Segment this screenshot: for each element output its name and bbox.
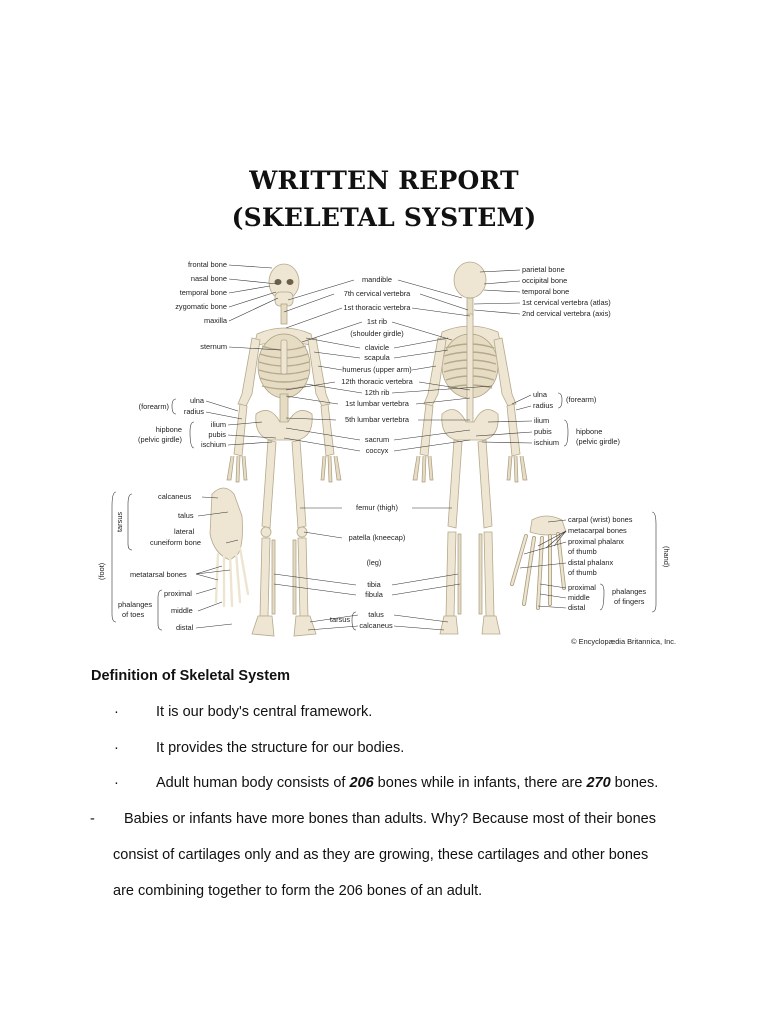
label-pelvic-girdle-back: (pelvic girdle) <box>576 437 620 446</box>
label-5th-lumbar-vertebra: 5th lumbar vertebra <box>344 415 410 424</box>
label-pubis-back: pubis <box>534 427 552 436</box>
label-pelvic-girdle: (pelvic girdle) <box>138 435 182 444</box>
label-patella: patella (kneecap) <box>348 533 406 542</box>
label-forearm-back: (forearm) <box>566 395 597 404</box>
bullet-dot: · <box>114 775 119 791</box>
back-skeleton-illustration <box>413 262 527 634</box>
paragraph-line: are combining together to form the 206 bones of an adult. <box>113 883 483 899</box>
bullet-text: It provides the structure for our bodies. <box>156 740 405 756</box>
label-proximal-toes: proximal <box>164 589 192 598</box>
bone-count-middle: bones while in infants, there are <box>373 775 587 791</box>
label-lateral: lateral <box>174 527 195 536</box>
label-radius-back: radius <box>533 401 554 410</box>
page-title-line-1: WRITTEN REPORT <box>249 166 519 195</box>
label-hipbone: hipbone <box>155 425 182 434</box>
label-of-thumb-1: of thumb <box>568 547 597 556</box>
label-ulna: ulna <box>190 396 204 405</box>
label-middle-toes: middle <box>171 606 193 615</box>
label-axis: 2nd cervical vertebra (axis) <box>522 309 611 318</box>
page-title-line-2: (SKELETAL SYSTEM) <box>231 203 537 232</box>
label-distal-fingers: distal <box>568 603 586 612</box>
label-ilium: ilium <box>210 420 226 429</box>
label-atlas: 1st cervical vertebra (atlas) <box>522 298 611 307</box>
label-12th-rib: 12th rib <box>364 388 390 397</box>
bullet-text: It is our body's central framework. <box>156 704 373 720</box>
label-sacrum: sacrum <box>364 435 390 444</box>
label-talus: talus <box>368 610 384 619</box>
bullet-item <box>0 704 768 724</box>
label-cuneiform-bone: cuneiform bone <box>150 538 201 547</box>
bullet-item <box>0 740 768 760</box>
label-ischium: ischium <box>200 440 226 449</box>
paragraph-dash: - <box>90 811 95 827</box>
label-hand: (hand) <box>662 546 671 568</box>
label-tarsus: tarsus <box>329 615 351 624</box>
label-shoulder-girdle: (shoulder girdle) <box>350 329 404 338</box>
infant-bone-count: 270 <box>586 775 611 791</box>
bullet-item <box>0 775 768 795</box>
label-temporal-bone-back: temporal bone <box>522 287 570 296</box>
label-phalanges-toes: phalanges <box>118 600 153 609</box>
label-of-fingers: of fingers <box>614 597 645 606</box>
label-talus-foot: talus <box>178 511 194 520</box>
label-leg: (leg) <box>366 558 382 567</box>
label-calcaneus-foot: calcaneus <box>158 492 192 501</box>
label-clavicle: clavicle <box>364 343 390 352</box>
right-labels <box>522 265 620 447</box>
paragraph-line: consist of cartilages only and as they are growing, these cartilages and other bones <box>113 847 649 863</box>
label-pubis: pubis <box>208 430 226 439</box>
left-labels <box>138 260 228 449</box>
label-coccyx: coccyx <box>365 446 389 455</box>
label-12th-thoracic-vertebra: 12th thoracic vertebra <box>341 377 413 386</box>
label-temporal-bone: temporal bone <box>179 288 227 297</box>
label-distal-phalanx: distal phalanx <box>568 558 614 567</box>
label-zygomatic-bone: zygomatic bone <box>175 302 227 311</box>
definition-heading: Definition of Skeletal System <box>91 668 291 684</box>
bone-count-before: Adult human body consists of <box>156 775 350 791</box>
label-parietal-bone: parietal bone <box>522 265 565 274</box>
hand-illustration <box>512 516 566 608</box>
label-1st-rib: 1st rib <box>366 317 388 326</box>
label-fibula: fibula <box>365 590 383 599</box>
label-maxilla: maxilla <box>204 316 227 325</box>
label-ulna-back: ulna <box>533 390 547 399</box>
label-foot: (foot) <box>97 562 106 580</box>
skeletal-system-figure <box>92 254 682 648</box>
label-proximal-phalanx: proximal phalanx <box>568 537 624 546</box>
bullet-text-bone-count <box>156 775 658 791</box>
label-calcaneus: calcaneus <box>359 621 393 630</box>
label-metatarsal-bones: metatarsal bones <box>130 570 187 579</box>
foot-labels <box>97 492 201 632</box>
label-scapula: scapula <box>364 353 390 362</box>
label-metacarpal-bones: metacarpal bones <box>568 526 627 535</box>
label-of-thumb-2: of thumb <box>568 568 597 577</box>
label-forearm: (forearm) <box>138 402 169 411</box>
adult-bone-count: 206 <box>349 775 374 791</box>
label-hipbone-back: hipbone <box>576 427 603 436</box>
label-tibia: tibia <box>367 580 381 589</box>
label-humerus: humerus (upper arm) <box>342 365 412 374</box>
label-tarsus-foot: tarsus <box>115 511 124 532</box>
label-1st-thoracic-vertebra: 1st thoracic vertebra <box>343 303 411 312</box>
label-phalanges-fingers: phalanges <box>612 587 647 596</box>
label-carpal-bones: carpal (wrist) bones <box>568 515 633 524</box>
label-radius: radius <box>183 407 204 416</box>
label-ilium-back: ilium <box>534 416 550 425</box>
label-sternum: sternum <box>200 342 227 351</box>
figure-credit: © Encyclopædia Britannica, Inc. <box>571 637 676 646</box>
label-middle-fingers: middle <box>568 593 590 602</box>
label-mandible: mandible <box>362 275 392 284</box>
bullet-dot: · <box>114 704 119 720</box>
label-proximal-fingers: proximal <box>568 583 596 592</box>
label-1st-lumbar-vertebra: 1st lumbar vertebra <box>345 399 409 408</box>
label-7th-cervical-vertebra: 7th cervical vertebra <box>343 289 411 298</box>
label-nasal-bone: nasal bone <box>190 274 227 283</box>
label-distal-toes: distal <box>176 623 194 632</box>
paragraph-line: Babies or infants have more bones than adults. Why? Because most of their bones <box>124 811 656 827</box>
label-femur: femur (thigh) <box>356 503 398 512</box>
hand-labels <box>568 515 671 612</box>
label-ischium-back: ischium <box>534 438 560 447</box>
label-occipital-bone: occipital bone <box>522 276 568 285</box>
bullet-dot: · <box>114 740 119 756</box>
label-of-toes: of toes <box>122 610 145 619</box>
label-frontal-bone: frontal bone <box>187 260 227 269</box>
bone-count-after: bones. <box>610 775 659 791</box>
front-skeleton-illustration <box>227 264 341 636</box>
